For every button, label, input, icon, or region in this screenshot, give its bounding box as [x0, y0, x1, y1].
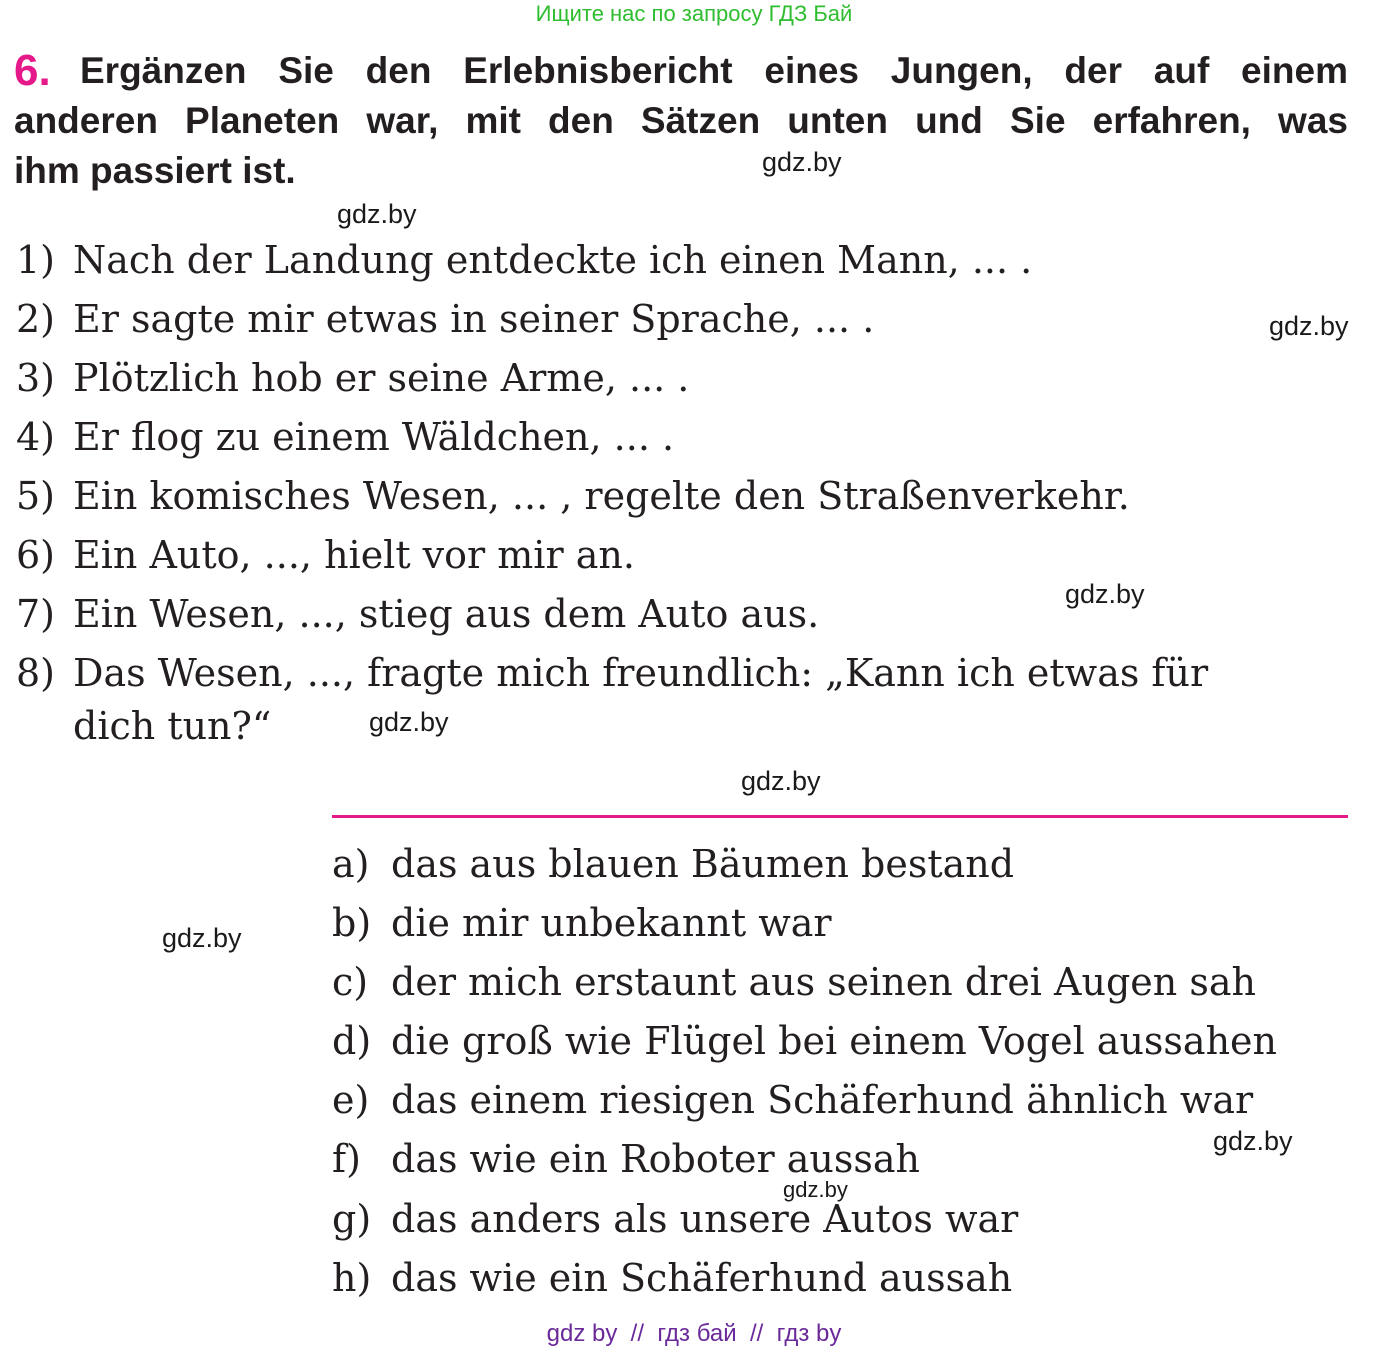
sentence-number: 7) [16, 592, 56, 636]
watermark: gdz.by [162, 923, 242, 953]
sentence-text: Er flog zu einem Wäldchen, ... . [73, 415, 675, 459]
top-banner: Ищите нас по запросу ГДЗ Бай [535, 1, 853, 26]
section-divider [332, 815, 1348, 818]
option-text: das einem riesigen Schäferhund ähnlich war [391, 1078, 1254, 1122]
option-text: das wie ein Roboter aussah [391, 1137, 920, 1181]
option-letter: d) [332, 1019, 372, 1063]
option-letter: f) [332, 1137, 361, 1181]
sentence-text: Ein komisches Wesen, ... , regelte den Straßenverkehr. [73, 474, 1130, 518]
sentence-number: 3) [16, 356, 56, 400]
option-text: das aus blauen Bäumen bestand [391, 842, 1015, 886]
watermark: gdz.by [369, 707, 449, 737]
sentence-number: 6) [16, 533, 56, 577]
sentence-text: Ein Auto, ..., hielt vor mir an. [73, 533, 635, 577]
footer-watermark: gdz by // гдз бай // гдз by [546, 1320, 842, 1347]
option-letter: h) [332, 1256, 372, 1300]
sentence-8-continuation [73, 700, 271, 752]
option-letter: b) [332, 901, 372, 945]
watermark: gdz.by [1269, 311, 1349, 341]
sentence-text: Nach der Landung entdeckte ich einen Mann, ... . [73, 238, 1033, 282]
sentence-text: dich tun?“ [73, 704, 272, 748]
task-instruction-line-2: anderen Planeten war, mit den Sätzen unten und Sie erfahren, was [14, 100, 1348, 141]
sentence-text: Ein Wesen, ..., stieg aus dem Auto aus. [73, 592, 820, 636]
sentence-text: Er sagte mir etwas in seiner Sprache, ... . [73, 297, 875, 341]
task-number: 6. [14, 46, 51, 95]
sentence-number: 5) [16, 474, 56, 518]
option-text: die groß wie Flügel bei einem Vogel aussahen [391, 1019, 1278, 1063]
task-instruction-line-1: Ergänzen Sie den Erlebnisbericht eines Jungen, der auf einem [80, 50, 1348, 91]
sentence-text: Plötzlich hob er seine Arme, ... . [73, 356, 690, 400]
option-text: der mich erstaunt aus seinen drei Augen sah [391, 960, 1256, 1004]
sentence-number: 4) [16, 415, 56, 459]
watermark: gdz.by [783, 1177, 848, 1202]
watermark: gdz.by [762, 147, 842, 177]
sentence-number: 1) [16, 238, 56, 282]
sentence-number: 8) [16, 651, 56, 695]
option-letter: a) [332, 842, 370, 886]
sentence-number: 2) [16, 297, 56, 341]
task-instruction-line-3: ihm passiert ist. [14, 150, 296, 191]
option-text: das wie ein Schäferhund aussah [391, 1256, 1013, 1300]
watermark: gdz.by [1065, 579, 1145, 609]
sentence-text: Das Wesen, ..., fragte mich freundlich: „Kann ich etwas für [73, 651, 1209, 695]
option-letter: e) [332, 1078, 370, 1122]
watermark: gdz.by [1213, 1126, 1293, 1156]
watermark: gdz.by [337, 199, 417, 229]
watermark: gdz.by [741, 766, 821, 796]
option-text: das anders als unsere Autos war [391, 1197, 1019, 1241]
option-letter: g) [332, 1197, 372, 1241]
option-text: die mir unbekannt war [391, 901, 832, 945]
option-letter: c) [332, 960, 369, 1004]
